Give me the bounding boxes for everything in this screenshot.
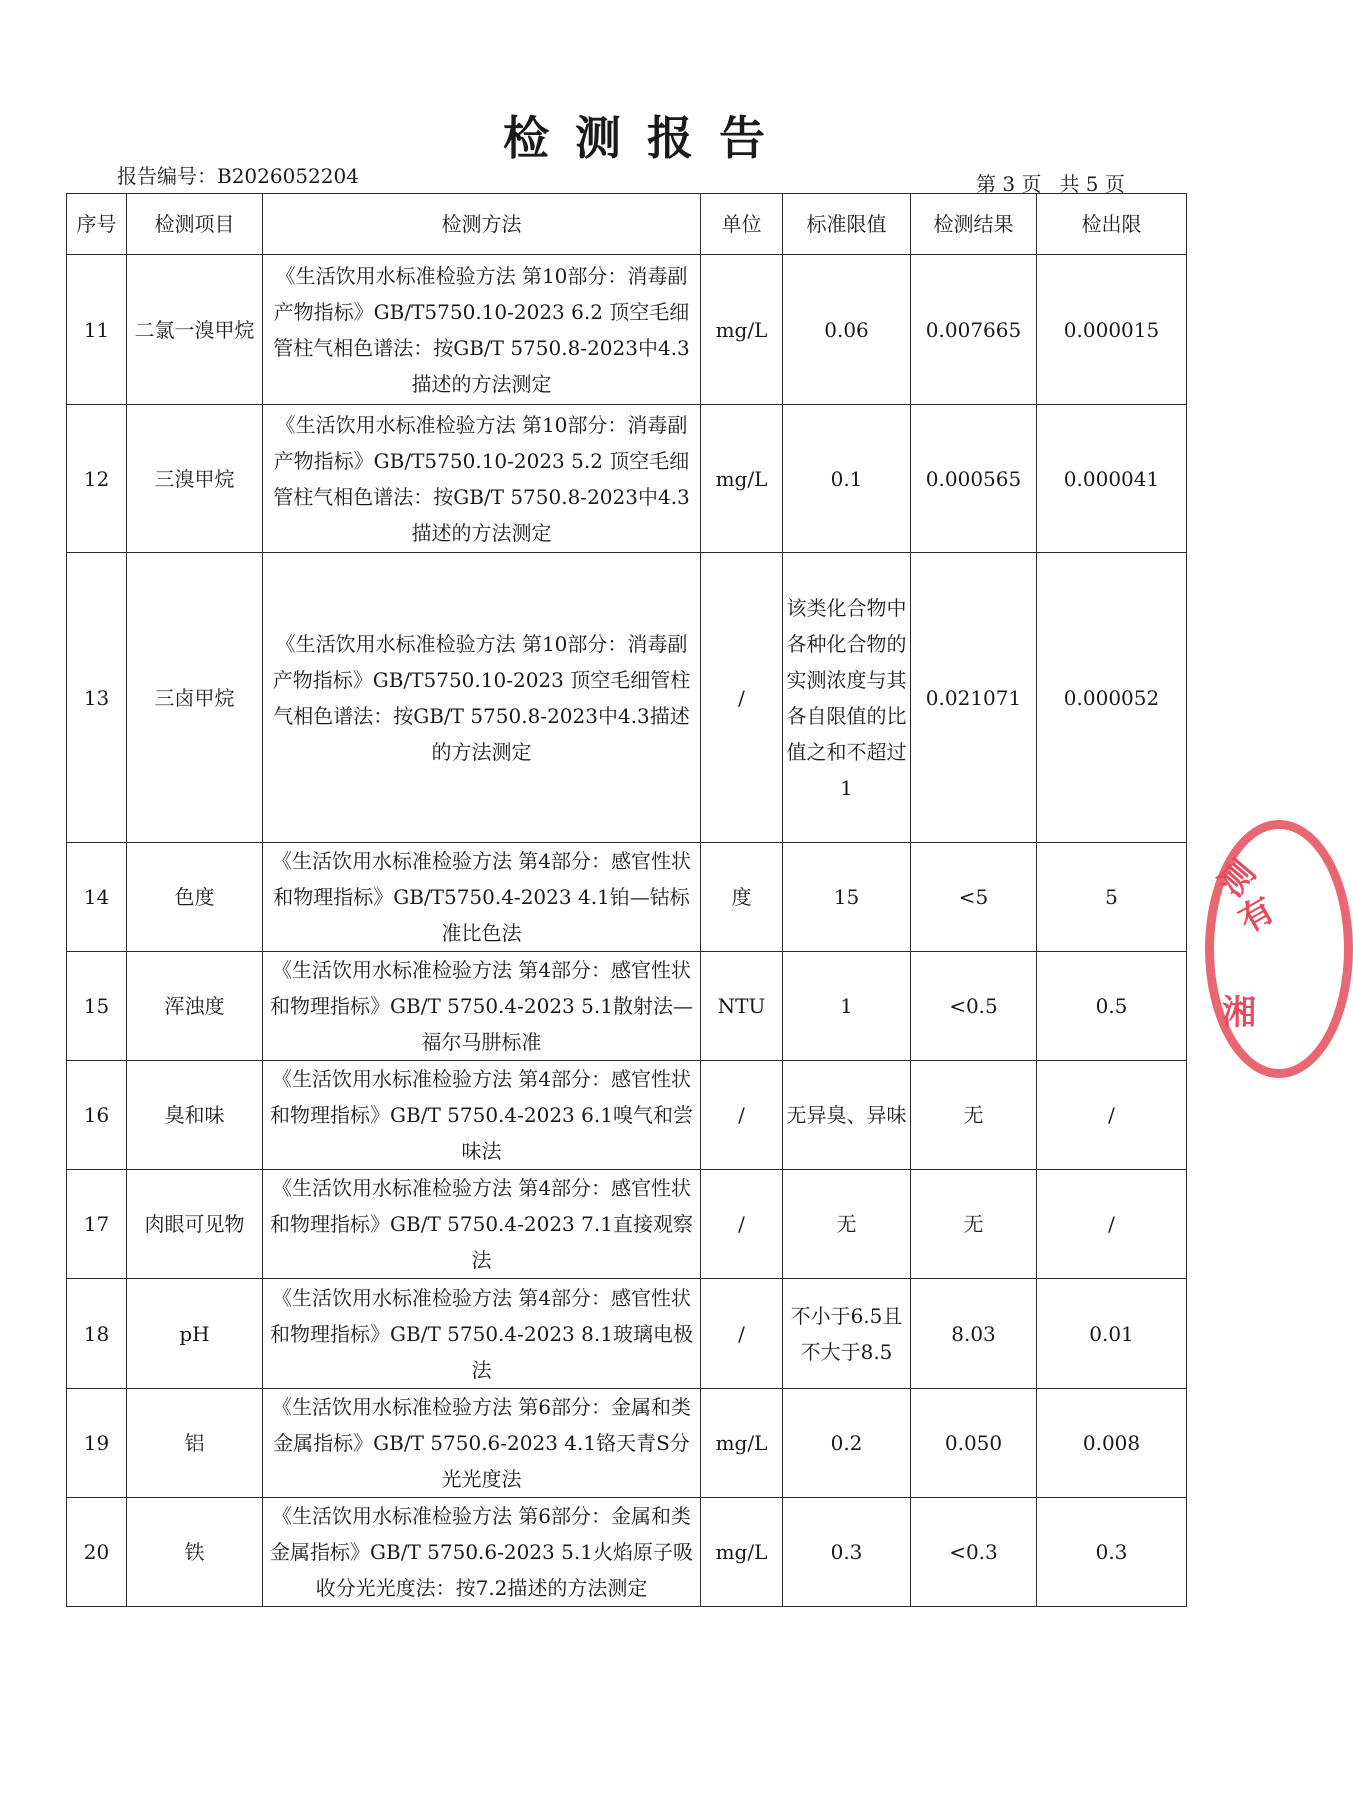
table-row (67, 405, 1187, 553)
cell-item: 铁 (127, 1498, 263, 1607)
cell-unit: NTU (701, 952, 783, 1061)
cell-no: 14 (67, 843, 127, 952)
cell-detection-limit: 0.01 (1037, 1279, 1187, 1389)
cell-unit: / (701, 1170, 783, 1279)
test-results-table (66, 193, 1187, 1607)
table-row (67, 1498, 1187, 1607)
cell-method: 《生活饮用水标准检验方法 第6部分：金属和类金属指标》GB/T 5750.6-2023 5.1火焰原子吸收分光光度法：按7.2描述的方法测定 (263, 1498, 701, 1607)
cell-unit: / (701, 1279, 783, 1389)
cell-detection-limit: / (1037, 1061, 1187, 1170)
cell-result: <0.3 (911, 1498, 1037, 1607)
page-title: 检测报告 (503, 111, 791, 165)
cell-limit: 0.3 (783, 1498, 911, 1607)
table-row (67, 255, 1187, 405)
cell-limit: 无 (783, 1170, 911, 1279)
col-header-detection-limit: 检出限 (1037, 194, 1187, 255)
table-row (67, 843, 1187, 952)
table-row (67, 1170, 1187, 1279)
cell-detection-limit: 5 (1037, 843, 1187, 952)
table-row (67, 1389, 1187, 1498)
cell-method: 《生活饮用水标准检验方法 第6部分：金属和类金属指标》GB/T 5750.6-2023 4.1铬天青S分光光度法 (263, 1389, 701, 1498)
cell-unit: mg/L (701, 1498, 783, 1607)
cell-result: 0.000565 (911, 405, 1037, 553)
col-header-limit: 标准限值 (783, 194, 911, 255)
cell-item: 三卤甲烷 (127, 553, 263, 843)
stamp-glyph: 湘 (1222, 993, 1256, 1033)
page-current: 第 3 页 (976, 172, 1042, 196)
cell-limit: 该类化合物中各种化合物的实测浓度与其各自限值的比值之和不超过1 (783, 553, 911, 843)
stamp-glyph: 测 (1211, 852, 1264, 905)
table-header-row (67, 194, 1187, 255)
cell-no: 16 (67, 1061, 127, 1170)
report-number: 报告编号：B2026052204 (117, 164, 359, 188)
col-header-item: 检测项目 (127, 194, 263, 255)
cell-result: 0.007665 (911, 255, 1037, 405)
cell-no: 19 (67, 1389, 127, 1498)
cell-no: 20 (67, 1498, 127, 1607)
cell-item: 肉眼可见物 (127, 1170, 263, 1279)
cell-no: 13 (67, 553, 127, 843)
cell-detection-limit: / (1037, 1170, 1187, 1279)
col-header-method: 检测方法 (263, 194, 701, 255)
cell-item: 二氯一溴甲烷 (127, 255, 263, 405)
cell-no: 18 (67, 1279, 127, 1389)
col-header-no: 序号 (67, 194, 127, 255)
cell-detection-limit: 0.000041 (1037, 405, 1187, 553)
cell-unit: mg/L (701, 405, 783, 553)
cell-result: <0.5 (911, 952, 1037, 1061)
cell-result: 无 (911, 1170, 1037, 1279)
cell-item: 铝 (127, 1389, 263, 1498)
col-header-unit: 单位 (701, 194, 783, 255)
cell-no: 11 (67, 255, 127, 405)
cell-detection-limit: 0.3 (1037, 1498, 1187, 1607)
cell-item: 臭和味 (127, 1061, 263, 1170)
cell-detection-limit: 0.000015 (1037, 255, 1187, 405)
cell-no: 15 (67, 952, 127, 1061)
cell-result: 无 (911, 1061, 1037, 1170)
cell-detection-limit: 0.008 (1037, 1389, 1187, 1498)
cell-unit: / (701, 553, 783, 843)
cell-result: <5 (911, 843, 1037, 952)
cell-result: 0.021071 (911, 553, 1037, 843)
cell-unit: mg/L (701, 255, 783, 405)
table-row (67, 553, 1187, 843)
cell-limit: 无异臭、异味 (783, 1061, 911, 1170)
stamp-glyph: 有 (1232, 889, 1282, 942)
cell-no: 17 (67, 1170, 127, 1279)
cell-method: 《生活饮用水标准检验方法 第10部分：消毒副产物指标》GB/T5750.10-2023 5.2 顶空毛细管柱气相色谱法：按GB/T 5750.8-2023中4.3描述的方法测定 (263, 405, 701, 553)
cell-method: 《生活饮用水标准检验方法 第4部分：感官性状和物理指标》GB/T 5750.4-2023 7.1直接观察法 (263, 1170, 701, 1279)
col-header-result: 检测结果 (911, 194, 1037, 255)
table-row (67, 952, 1187, 1061)
cell-no: 12 (67, 405, 127, 553)
cell-result: 8.03 (911, 1279, 1037, 1389)
cell-limit: 不小于6.5且不大于8.5 (783, 1279, 911, 1389)
cell-item: 色度 (127, 843, 263, 952)
cell-item: pH (127, 1279, 263, 1389)
cell-item: 浑浊度 (127, 952, 263, 1061)
cell-unit: mg/L (701, 1389, 783, 1498)
cell-method: 《生活饮用水标准检验方法 第4部分：感官性状和物理指标》GB/T 5750.4-2023 5.1散射法—福尔马肼标准 (263, 952, 701, 1061)
table-row (67, 1279, 1187, 1389)
cell-limit: 0.1 (783, 405, 911, 553)
cell-detection-limit: 0.000052 (1037, 553, 1187, 843)
page-total: 共 5 页 (1059, 172, 1125, 196)
cell-method: 《生活饮用水标准检验方法 第4部分：感官性状和物理指标》GB/T 5750.4-2023 8.1玻璃电极法 (263, 1279, 701, 1389)
cell-method: 《生活饮用水标准检验方法 第10部分：消毒副产物指标》GB/T5750.10-2023 顶空毛细管柱气相色谱法：按GB/T 5750.8-2023中4.3描述的方法测定 (263, 553, 701, 843)
cell-method: 《生活饮用水标准检验方法 第10部分：消毒副产物指标》GB/T5750.10-2023 6.2 顶空毛细管柱气相色谱法：按GB/T 5750.8-2023中4.3描述的方法测定 (263, 255, 701, 405)
cell-limit: 0.06 (783, 255, 911, 405)
cell-detection-limit: 0.5 (1037, 952, 1187, 1061)
cell-unit: 度 (701, 843, 783, 952)
cell-method: 《生活饮用水标准检验方法 第4部分：感官性状和物理指标》GB/T5750.4-2023 4.1铂—钴标准比色法 (263, 843, 701, 952)
table-row (67, 1061, 1187, 1170)
cell-limit: 1 (783, 952, 911, 1061)
cell-limit: 0.2 (783, 1389, 911, 1498)
cell-item: 三溴甲烷 (127, 405, 263, 553)
cell-limit: 15 (783, 843, 911, 952)
cell-unit: / (701, 1061, 783, 1170)
cell-result: 0.050 (911, 1389, 1037, 1498)
cell-method: 《生活饮用水标准检验方法 第4部分：感官性状和物理指标》GB/T 5750.4-2023 6.1嗅气和尝味法 (263, 1061, 701, 1170)
